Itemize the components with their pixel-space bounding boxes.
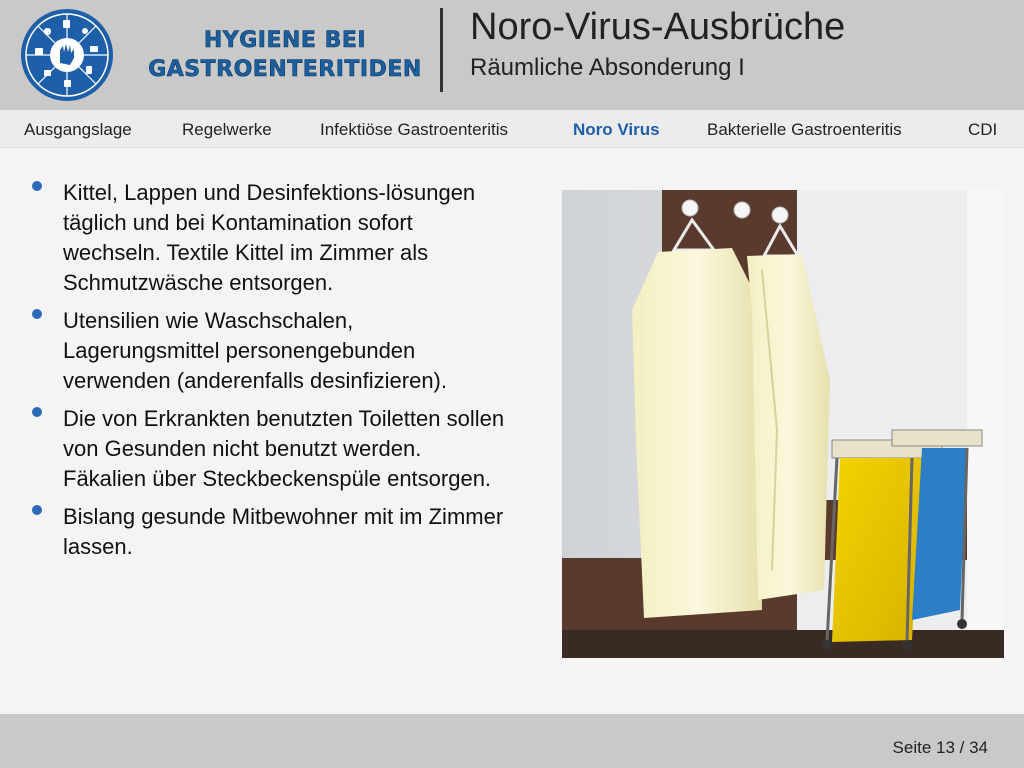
list-item [30, 404, 510, 494]
nav-item-regelwerke[interactable]: Regelwerke [182, 120, 272, 139]
list-item [30, 178, 510, 298]
list-item-text: Die von Erkrankten benutzten Toiletten sollen von Gesunden nicht benutzt werden. Fäkalien über Steckbeckenspüle entsorgen. [63, 406, 505, 491]
nav-item-infektioese-gastroenteritis[interactable]: Infektiöse Gastroenteritis [320, 120, 509, 139]
page-subtitle: Räumliche Absonderung I [470, 54, 745, 81]
slide-header [0, 0, 1024, 110]
list-item-text: Bislang gesunde Mitbewohner mit im Zimmer lassen. [63, 504, 504, 559]
page-number: Seite 13 / 34 [892, 738, 988, 757]
gowns-photo-illustration [562, 190, 1004, 658]
nav-item-cdi[interactable]: CDI [968, 120, 998, 139]
brand-line-2: GASTROENTERITIDEN [148, 57, 422, 82]
list-item [30, 306, 510, 396]
list-item-text: Utensilien wie Waschschalen, Lagerungsmittel personengebunden verwenden (anderenfalls desinfizieren). [63, 308, 447, 393]
list-item [30, 502, 510, 562]
nav-item-noro-virus[interactable]: Noro Virus [573, 120, 660, 139]
nav-item-ausgangslage[interactable]: Ausgangslage [24, 120, 132, 139]
gowns-on-hooks-photo [562, 190, 1004, 658]
bullet-icon [32, 505, 42, 515]
brand-line-1: HYGIENE BEI [203, 28, 367, 53]
slide-footer [0, 714, 1024, 768]
nav-item-bakterielle-gastroenteritis[interactable]: Bakterielle Gastroenteritis [707, 120, 902, 139]
bullet-list [30, 178, 510, 570]
brand-title [140, 26, 430, 84]
bullet-icon [32, 181, 42, 191]
list-item-text: Kittel, Lappen und Desinfektions-lösungen täglich und bei Kontamination sofort wechseln. Textile Kittel im Zimmer als Schmutzwäsche entsorgen. [63, 180, 476, 295]
hygiene-logo-icon [20, 8, 114, 102]
bullet-icon [32, 309, 42, 319]
header-divider [440, 8, 443, 92]
page-title: Noro-Virus-Ausbrüche [470, 6, 846, 48]
section-nav [0, 110, 1024, 148]
bullet-icon [32, 407, 42, 417]
